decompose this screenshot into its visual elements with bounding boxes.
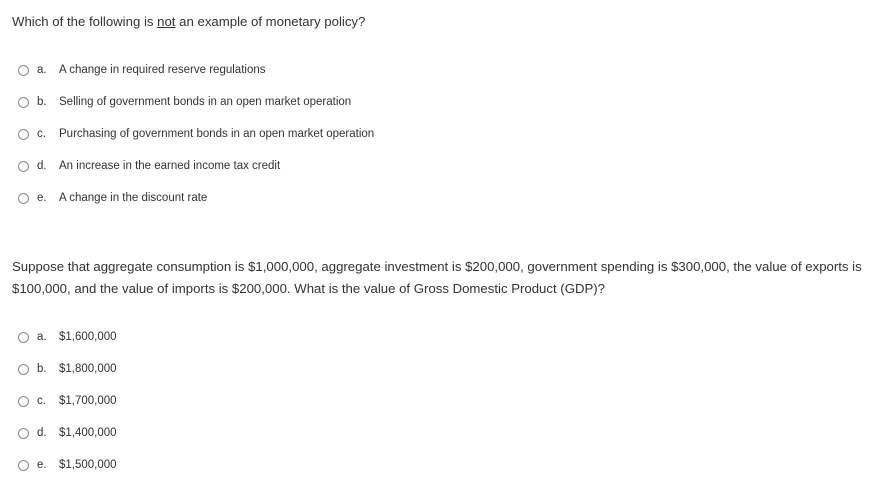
question-2-option-a[interactable]	[18, 321, 117, 353]
radio-button[interactable]	[18, 161, 29, 172]
question-1-option-e[interactable]	[18, 182, 374, 214]
option-label[interactable]: Purchasing of government bonds in an open market operation	[59, 128, 375, 140]
question-1-option-b[interactable]	[18, 86, 374, 118]
radio-button[interactable]	[18, 364, 29, 375]
option-label[interactable]: $1,700,000	[59, 395, 117, 407]
question-2-option-e[interactable]	[18, 449, 117, 481]
question-2-option-c[interactable]	[18, 385, 117, 417]
option-letter: b.	[37, 363, 47, 375]
option-letter: b.	[37, 96, 47, 108]
option-label[interactable]: Selling of government bonds in an open market operation	[59, 96, 352, 108]
question-1-text-before: Which of the following is	[12, 14, 158, 29]
question-2-text: Suppose that aggregate consumption is $1,000,000, aggregate investment is $200,000, government spending is $300,000, the value of exports is $100,000, and the value of imports is $200,000. What is the value of Gross Domestic Product (GDP)?	[12, 259, 862, 296]
radio-button[interactable]	[18, 193, 29, 204]
option-label[interactable]: $1,400,000	[59, 427, 117, 439]
option-letter: d.	[37, 427, 47, 439]
question-1-text-after: an example of monetary policy?	[175, 14, 366, 29]
option-label[interactable]: A change in required reserve regulations	[59, 64, 266, 76]
radio-button[interactable]	[18, 460, 29, 471]
question-1-options	[18, 54, 374, 214]
option-label[interactable]: $1,600,000	[59, 331, 117, 343]
question-2-option-b[interactable]	[18, 353, 117, 385]
option-label[interactable]: $1,800,000	[59, 363, 117, 375]
radio-button[interactable]	[18, 428, 29, 439]
question-2-option-d[interactable]	[18, 417, 117, 449]
radio-button[interactable]	[18, 332, 29, 343]
option-letter: d.	[37, 160, 47, 172]
question-1-option-d[interactable]	[18, 150, 374, 182]
radio-button[interactable]	[18, 97, 29, 108]
question-1-option-a[interactable]	[18, 54, 374, 86]
option-label[interactable]: An increase in the earned income tax credit	[59, 160, 281, 172]
question-1-text-underlined: not	[157, 14, 176, 29]
option-label[interactable]: $1,500,000	[59, 459, 117, 471]
option-letter: c.	[37, 395, 46, 407]
option-letter: e.	[37, 459, 47, 471]
option-letter: a.	[37, 64, 47, 76]
radio-button[interactable]	[18, 65, 29, 76]
radio-button[interactable]	[18, 396, 29, 407]
option-letter: c.	[37, 128, 46, 140]
question-2-options	[18, 321, 117, 481]
option-letter: e.	[37, 192, 47, 204]
question-1-option-c[interactable]	[18, 118, 374, 150]
option-label[interactable]: A change in the discount rate	[59, 192, 208, 204]
question-1-text	[12, 11, 862, 33]
option-letter: a.	[37, 331, 47, 343]
radio-button[interactable]	[18, 129, 29, 140]
